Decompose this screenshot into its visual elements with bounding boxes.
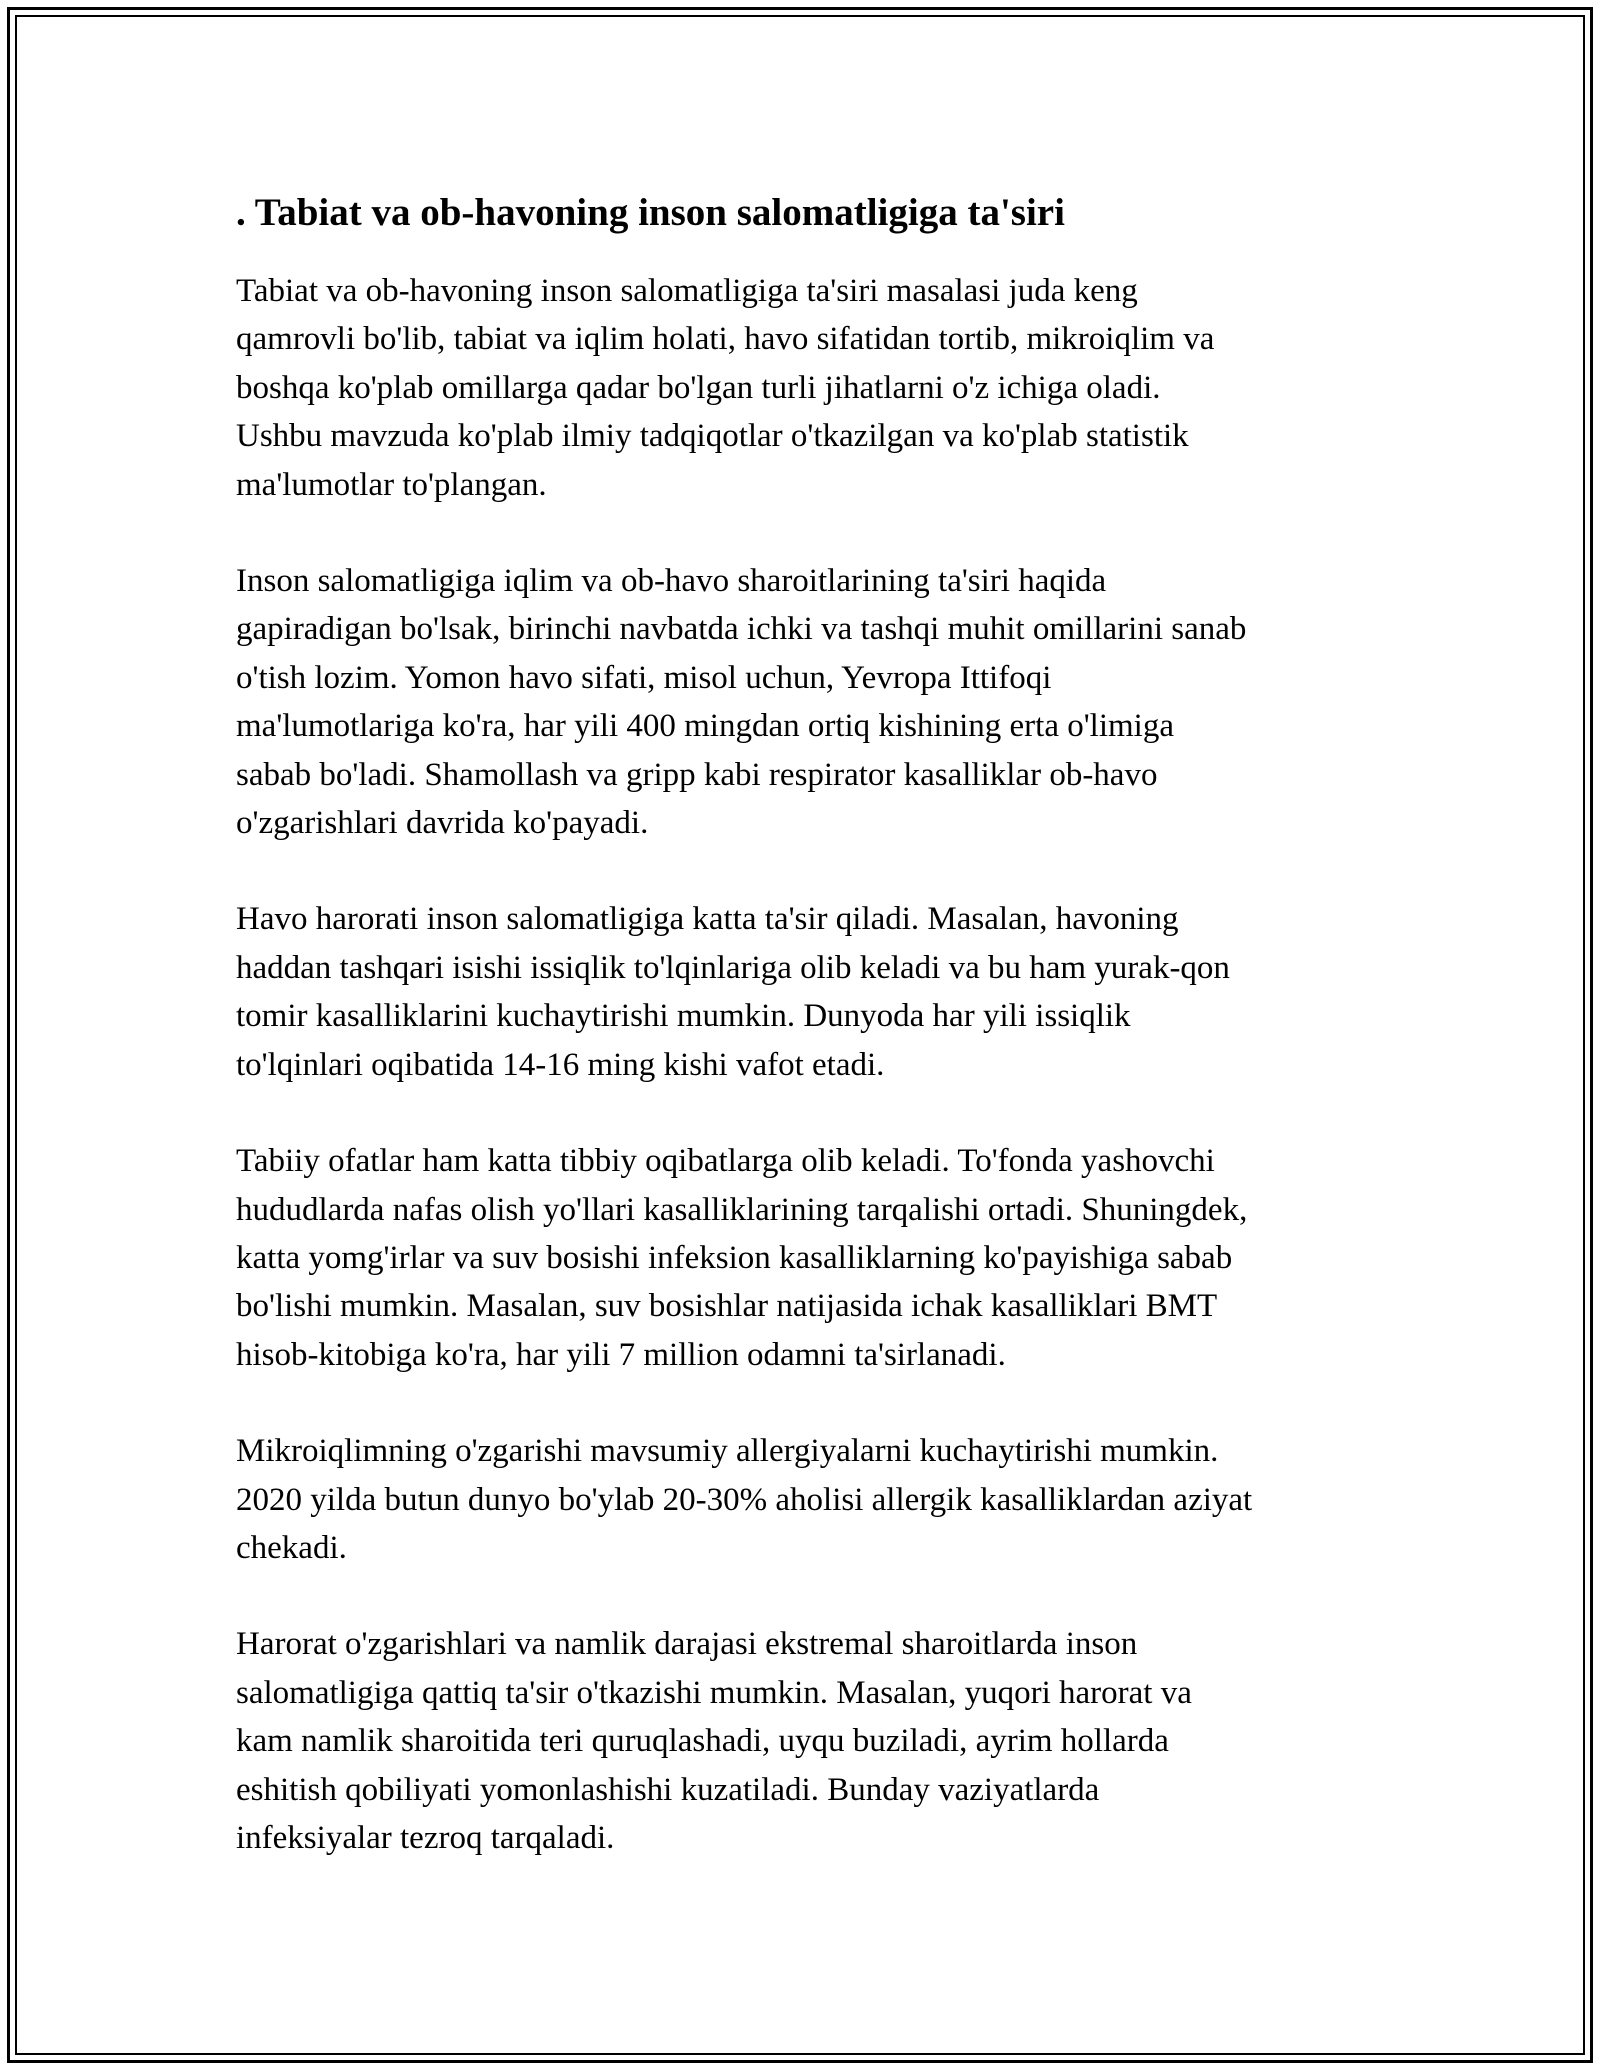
paragraph-line: hisob-kitobiga ko'ra, har yili 7 million odamni ta'sirlanadi. (236, 1336, 1006, 1373)
paragraph-3 (236, 895, 1386, 1089)
paragraph-line: chekadi. (236, 1529, 347, 1566)
paragraph-2 (236, 557, 1386, 847)
paragraph-line: Tabiat va ob-havoning inson salomatligiga ta'siri masalasi juda keng (236, 273, 1138, 309)
paragraph-line: katta yomg'irlar va suv bosishi infeksion kasalliklarning ko'payishiga sabab (236, 1239, 1233, 1276)
document-title: . Tabiat va ob-havoning inson salomatligiga ta'siri (236, 191, 1065, 234)
paragraph-line: salomatligiga qattiq ta'sir o'tkazishi mumkin. Masalan, yuqori harorat va (236, 1674, 1192, 1711)
paragraph-line: sabab bo'ladi. Shamollash va gripp kabi respirator kasalliklar ob-havo (236, 756, 1158, 793)
paragraph-line: Mikroiqlimning o'zgarishi mavsumiy allergiyalarni kuchaytirishi mumkin. (236, 1433, 1219, 1470)
paragraph-line: Harorat o'zgarishlari va namlik darajasi ekstremal sharoitlarda inson (236, 1626, 1138, 1663)
paragraph-line: tomir kasalliklarini kuchaytirishi mumkin. Dunyoda har yili issiqlik (236, 998, 1131, 1035)
paragraph-line: ma'lumotlariga ko'ra, har yili 400 mingdan ortiq kishining erta o'limiga (236, 708, 1174, 745)
paragraph-line: eshitish qobiliyati yomonlashishi kuzatiladi. Bunday vaziyatlarda (236, 1771, 1100, 1808)
paragraph-line: bo'lishi mumkin. Masalan, suv bosishlar natijasida ichak kasalliklari BMT (236, 1288, 1218, 1325)
paragraph-1 (236, 267, 1386, 509)
paragraph-6 (236, 1620, 1386, 1862)
paragraph-line: boshqa ko'plab omillarga qadar bo'lgan turli jihatlarni o'z ichiga oladi. (236, 369, 1161, 406)
paragraph-4 (236, 1137, 1386, 1379)
paragraph-line: qamrovli bo'lib, tabiat va iqlim holati, havo sifatidan tortib, mikroiqlim va (236, 321, 1215, 358)
document-body (236, 185, 1386, 1910)
paragraph-line: Tabiiy ofatlar ham katta tibbiy oqibatlarga olib keladi. To'fonda yashovchi (236, 1143, 1215, 1180)
paragraph-line: infeksiyalar tezroq tarqaladi. (236, 1819, 615, 1856)
paragraph-line: hududlarda nafas olish yo'llari kasalliklarining tarqalishi ortadi. Shuningdek, (236, 1191, 1248, 1228)
paragraph-line: o'zgarishlari davrida ko'payadi. (236, 805, 649, 842)
paragraph-line: haddan tashqari isishi issiqlik to'lqinlariga olib keladi va bu ham yurak-qon (236, 949, 1230, 986)
paragraph-line: Ushbu mavzuda ko'plab ilmiy tadqiqotlar o'tkazilgan va ko'plab statistik (236, 418, 1189, 455)
paragraph-line: o'tish lozim. Yomon havo sifati, misol uchun, Yevropa Ittifoqi (236, 659, 1052, 696)
paragraph-line: kam namlik sharoitida teri quruqlashadi, uyqu buziladi, ayrim hollarda (236, 1723, 1169, 1760)
paragraph-line: ma'lumotlar to'plangan. (236, 466, 547, 503)
paragraph-line: 2020 yilda butun dunyo bo'ylab 20-30% aholisi allergik kasalliklardan aziyat (236, 1481, 1253, 1518)
paragraph-line: Inson salomatligiga iqlim va ob-havo sharoitlarining ta'siri haqida (236, 563, 1107, 600)
paragraph-line: to'lqinlari oqibatida 14-16 ming kishi vafot etadi. (236, 1046, 885, 1083)
paragraph-line: Havo harorati inson salomatligiga katta ta'sir qiladi. Masalan, havoning (236, 901, 1179, 938)
paragraph-line: gapiradigan bo'lsak, birinchi navbatda ichki va tashqi muhit omillarini sanab (236, 611, 1247, 648)
paragraph-5 (236, 1427, 1386, 1572)
